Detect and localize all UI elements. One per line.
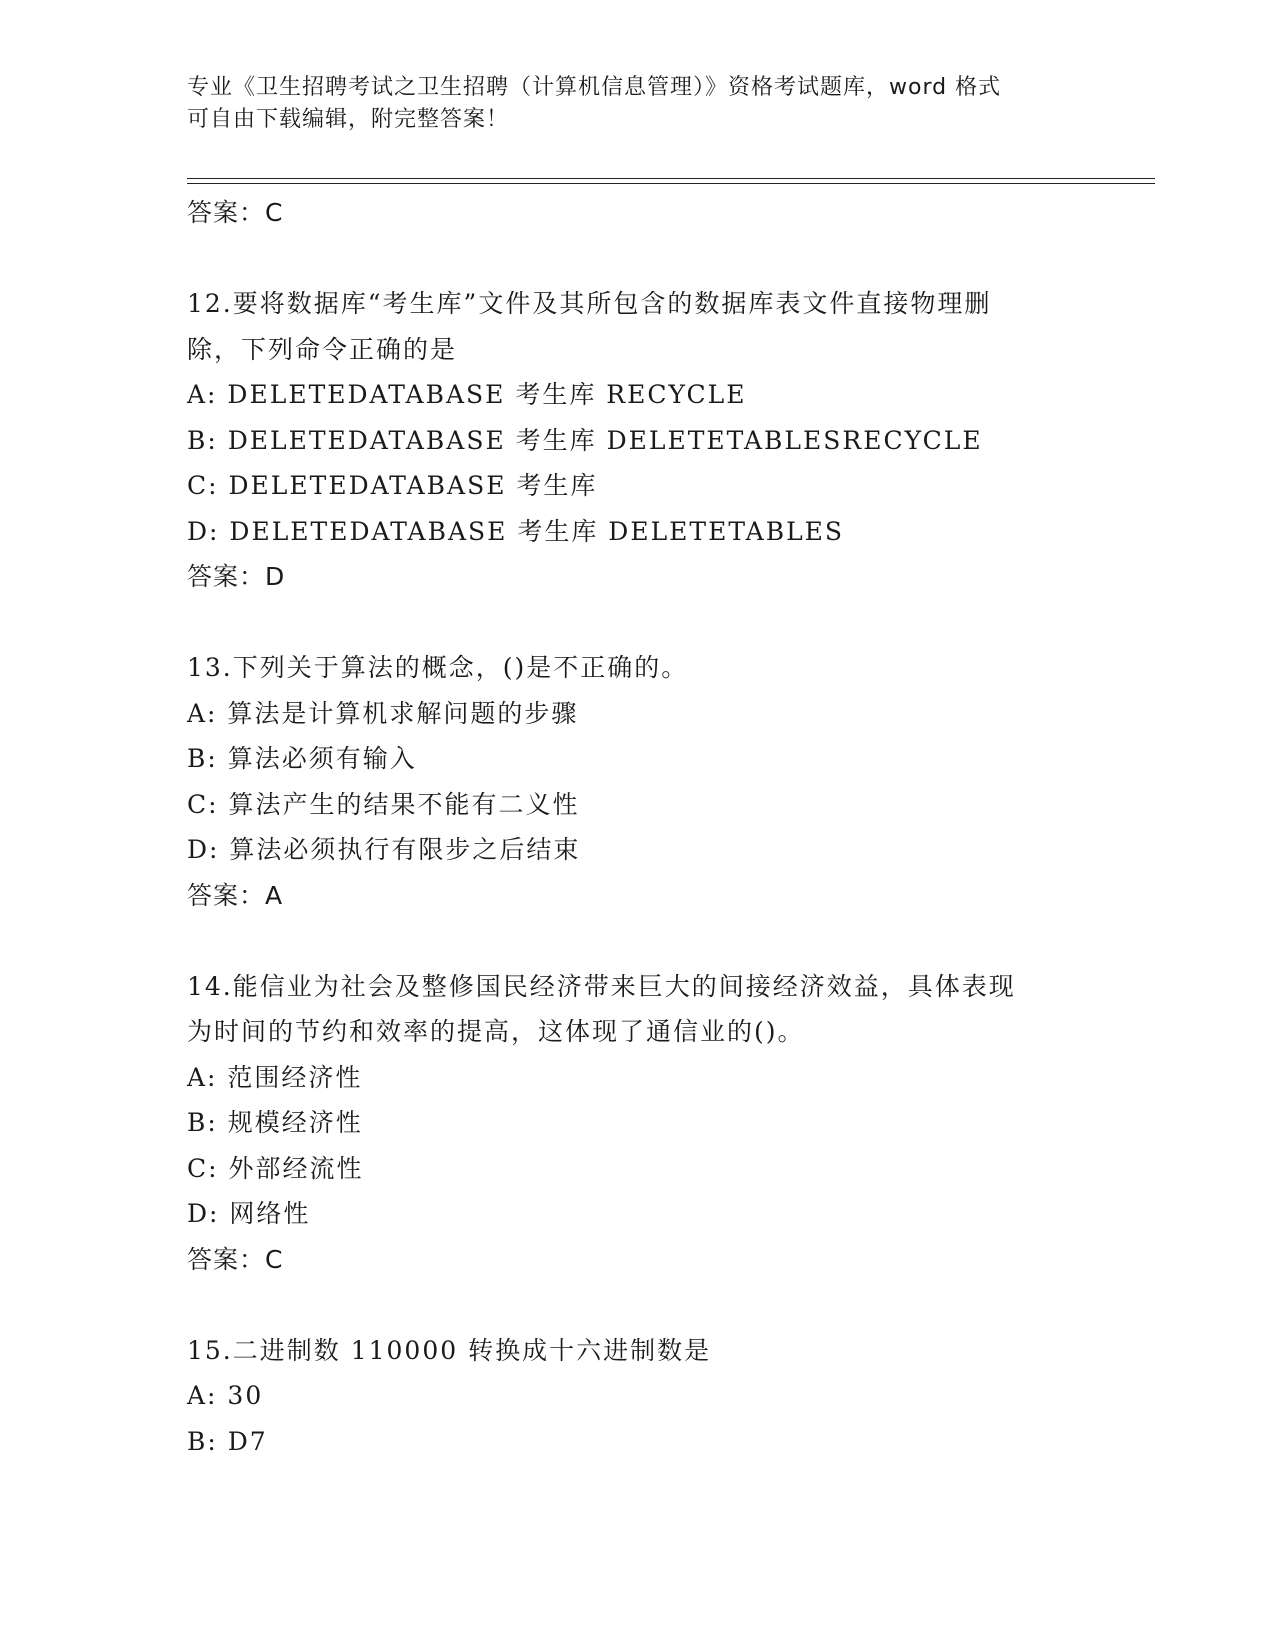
question-text: 15.二进制数 110000 转换成十六进制数是 bbox=[187, 1335, 712, 1365]
document-header bbox=[187, 72, 1067, 136]
question-13 bbox=[187, 645, 1147, 918]
question-14 bbox=[187, 964, 1147, 1283]
option-c: C: 算法产生的结果不能有二义性 bbox=[187, 789, 580, 819]
spacer bbox=[187, 600, 1147, 646]
option-d: D: DELETEDATABASE 考生库 DELETETABLES bbox=[187, 516, 845, 546]
option-a: A: 算法是计算机求解问题的步骤 bbox=[187, 698, 579, 728]
question-text: 12.要将数据库“考生库”文件及其所包含的数据库表文件直接物理删 bbox=[187, 289, 992, 318]
answer-label: 答案：D bbox=[187, 562, 286, 591]
option-b: B: D7 bbox=[187, 1426, 268, 1456]
option-b: B: 规模经济性 bbox=[187, 1108, 363, 1137]
answer-label: 答案：C bbox=[187, 1244, 284, 1274]
option-d: D: 网络性 bbox=[187, 1199, 311, 1228]
option-a: A: 30 bbox=[187, 1381, 264, 1410]
question-text: 14.能信业为社会及整修国民经济带来巨大的间接经济效益，具体表现 bbox=[187, 971, 1016, 1001]
option-a: A: 范围经济性 bbox=[187, 1062, 363, 1092]
option-d: D: 算法必须执行有限步之后结束 bbox=[187, 835, 581, 864]
option-b: B: 算法必须有输入 bbox=[187, 744, 417, 773]
question-text: 除，下列命令正确的是 bbox=[187, 334, 458, 364]
question-12 bbox=[187, 281, 1147, 600]
question-list bbox=[187, 190, 1147, 1464]
answer-label: 答案：C bbox=[187, 198, 284, 227]
question-15 bbox=[187, 1328, 1147, 1465]
header-line-2: 可自由下载编辑，附完整答案！ bbox=[187, 107, 510, 132]
spacer bbox=[187, 236, 1147, 282]
question-text: 为时间的节约和效率的提高，这体现了通信业的()。 bbox=[187, 1017, 805, 1046]
option-c: C: 外部经流性 bbox=[187, 1153, 364, 1183]
spacer bbox=[187, 1282, 1147, 1328]
option-a: A: DELETEDATABASE 考生库 RECYCLE bbox=[187, 380, 747, 409]
question-text: 13.下列关于算法的概念，()是不正确的。 bbox=[187, 653, 689, 682]
spacer bbox=[187, 918, 1147, 964]
header-divider-bottom bbox=[187, 183, 1155, 184]
header-divider-top bbox=[187, 178, 1155, 179]
option-b: B: DELETEDATABASE 考生库 DELETETABLESRECYCLE bbox=[187, 425, 983, 455]
answer-label: 答案：A bbox=[187, 880, 284, 910]
option-c: C: DELETEDATABASE 考生库 bbox=[187, 471, 598, 500]
header-line-1: 专业《卫生招聘考试之卫生招聘（计算机信息管理）》资格考试题库，word 格式 bbox=[187, 75, 1002, 100]
